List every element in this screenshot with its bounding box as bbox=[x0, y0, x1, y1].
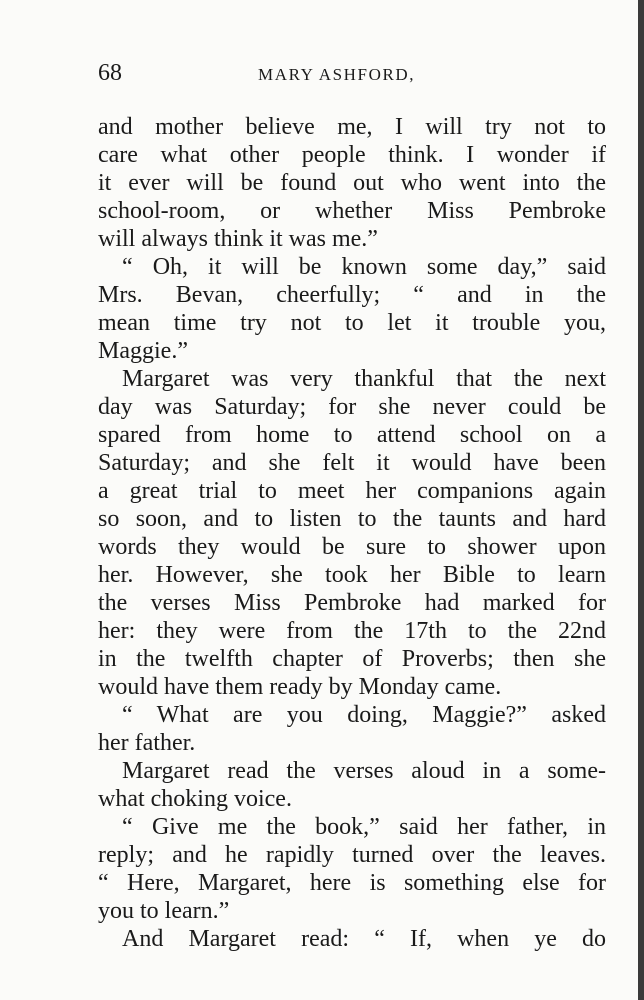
text-line: will always think it was me.” bbox=[98, 226, 378, 252]
text-line: “ Oh, it will be known some day,” said bbox=[122, 254, 606, 280]
text-line: Margaret was very thankful that the next bbox=[122, 366, 606, 392]
text-line: spared from home to attend school on a bbox=[98, 422, 606, 448]
running-title: MARY ASHFORD, bbox=[258, 65, 416, 84]
text-line: “ Give me the book,” said her father, in bbox=[122, 814, 606, 840]
text-line: care what other people think. I wonder if bbox=[98, 142, 606, 168]
page-header bbox=[98, 56, 606, 90]
text-line: school-room, or whether Miss Pembroke bbox=[98, 198, 606, 224]
text-line: mean time try not to let it trouble you, bbox=[98, 310, 606, 336]
text-line: words they would be sure to shower upon bbox=[98, 534, 606, 560]
text-line: so soon, and to listen to the taunts and hard bbox=[98, 506, 606, 532]
text-line: her. However, she took her Bible to learn bbox=[98, 562, 606, 588]
text-line: you to learn.” bbox=[98, 898, 230, 924]
text-line: it ever will be found out who went into the bbox=[98, 170, 606, 196]
text-line: her: they were from the 17th to the 22nd bbox=[98, 618, 606, 644]
text-line: Mrs. Bevan, cheerfully; “ and in the bbox=[98, 282, 606, 308]
page-edge-shadow bbox=[638, 0, 644, 1000]
text-line: would have them ready by Monday came. bbox=[98, 674, 502, 700]
text-line: the verses Miss Pembroke had marked for bbox=[98, 590, 606, 616]
text-line: Maggie.” bbox=[98, 338, 188, 364]
text-line: “ Here, Margaret, here is something else for bbox=[98, 870, 606, 896]
text-line: And Margaret read: “ If, when ye do bbox=[122, 926, 606, 952]
text-line: reply; and he rapidly turned over the leaves. bbox=[98, 842, 606, 868]
text-line: “ What are you doing, Maggie?” asked bbox=[122, 702, 606, 728]
text-line: Margaret read the verses aloud in a some- bbox=[122, 758, 606, 784]
body-text bbox=[98, 113, 606, 953]
text-line: what choking voice. bbox=[98, 786, 292, 812]
text-line: a great trial to meet her companions again bbox=[98, 478, 606, 504]
text-line: her father. bbox=[98, 730, 196, 756]
text-line: in the twelfth chapter of Proverbs; then she bbox=[98, 646, 606, 672]
page-number: 68 bbox=[98, 60, 122, 86]
text-line: and mother believe me, I will try not to bbox=[98, 114, 606, 140]
text-line: Saturday; and she felt it would have been bbox=[98, 450, 606, 476]
text-line: day was Saturday; for she never could be bbox=[98, 394, 606, 420]
